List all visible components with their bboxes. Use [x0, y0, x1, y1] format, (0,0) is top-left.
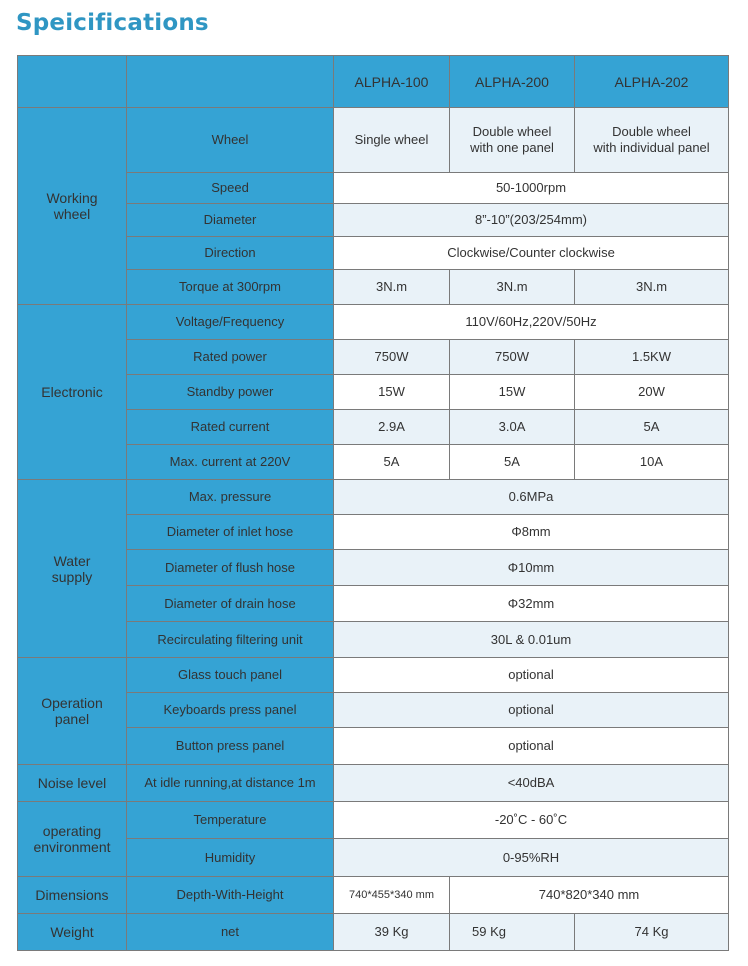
param-rated-current: Rated current — [127, 410, 334, 445]
value-cell: 750W — [334, 340, 450, 375]
value-cell: Double wheel with individual panel — [575, 108, 729, 173]
category-working-wheel: Working wheel — [18, 108, 127, 305]
value-cell: 50-1000rpm — [334, 173, 729, 204]
value-cell: 1.5KW — [575, 340, 729, 375]
category-operating-environment: operating environment — [18, 802, 127, 877]
value-cell: 3N.m — [575, 270, 729, 305]
param-wheel: Wheel — [127, 108, 334, 173]
param-keyboards-press-panel: Keyboards press panel — [127, 693, 334, 728]
value-cell: Φ8mm — [334, 515, 729, 550]
value-cell: optional — [334, 728, 729, 765]
category-operation-panel: Operation panel — [18, 658, 127, 765]
value-cell: 3N.m — [334, 270, 450, 305]
model-header-alpha-202: ALPHA-202 — [575, 56, 729, 108]
value-cell: Double wheel with one panel — [450, 108, 575, 173]
value-cell: optional — [334, 693, 729, 728]
param-max-pressure: Max. pressure — [127, 480, 334, 515]
param-flush-hose: Diameter of flush hose — [127, 550, 334, 586]
value-cell: 20W — [575, 375, 729, 410]
param-glass-touch-panel: Glass touch panel — [127, 658, 334, 693]
value-cell: 740*820*340 mm — [450, 877, 729, 914]
value-cell: -20˚C - 60˚C — [334, 802, 729, 839]
value-cell: 2.9A — [334, 410, 450, 445]
value-cell: 39 Kg — [334, 914, 450, 951]
value-cell: 0-95%RH — [334, 839, 729, 877]
value-cell: optional — [334, 658, 729, 693]
header-row — [18, 56, 729, 108]
param-diameter: Diameter — [127, 204, 334, 237]
param-speed: Speed — [127, 173, 334, 204]
value-cell: Single wheel — [334, 108, 450, 173]
value-cell: 30L & 0.01um — [334, 622, 729, 658]
table-row — [18, 480, 729, 515]
value-cell: Clockwise/Counter clockwise — [334, 237, 729, 270]
header-empty-parameter — [127, 56, 334, 108]
value-cell: 5A — [334, 445, 450, 480]
value-cell: 15W — [334, 375, 450, 410]
value-cell: 74 Kg — [575, 914, 729, 951]
table-row — [18, 305, 729, 340]
category-noise-level: Noise level — [18, 765, 127, 802]
param-net: net — [127, 914, 334, 951]
param-filtering-unit: Recirculating filtering unit — [127, 622, 334, 658]
param-temperature: Temperature — [127, 802, 334, 839]
header-empty-category — [18, 56, 127, 108]
param-torque: Torque at 300rpm — [127, 270, 334, 305]
table-row — [18, 914, 729, 951]
value-cell: 10A — [575, 445, 729, 480]
param-humidity: Humidity — [127, 839, 334, 877]
specifications-table — [17, 55, 729, 951]
table-row — [18, 802, 729, 839]
value-cell: 59 Kg — [450, 914, 575, 951]
value-cell: 740*455*340 mm — [334, 877, 450, 914]
value-cell: 5A — [575, 410, 729, 445]
param-idle-running: At idle running,at distance 1m — [127, 765, 334, 802]
value-cell: 3N.m — [450, 270, 575, 305]
value-cell: 8”-10”(203/254mm) — [334, 204, 729, 237]
value-cell: 15W — [450, 375, 575, 410]
value-cell: <40dBA — [334, 765, 729, 802]
value-cell: 5A — [450, 445, 575, 480]
value-cell: Φ10mm — [334, 550, 729, 586]
table-row — [18, 877, 729, 914]
page-title: Speicifications — [16, 10, 209, 36]
value-cell: Φ32mm — [334, 586, 729, 622]
param-max-current: Max. current at 220V — [127, 445, 334, 480]
category-dimensions: Dimensions — [18, 877, 127, 914]
param-button-press-panel: Button press panel — [127, 728, 334, 765]
value-cell: 3.0A — [450, 410, 575, 445]
value-cell: 750W — [450, 340, 575, 375]
table-row — [18, 765, 729, 802]
model-header-alpha-100: ALPHA-100 — [334, 56, 450, 108]
category-electronic: Electronic — [18, 305, 127, 480]
param-direction: Direction — [127, 237, 334, 270]
value-cell: 110V/60Hz,220V/50Hz — [334, 305, 729, 340]
model-header-alpha-200: ALPHA-200 — [450, 56, 575, 108]
param-depth-with-height: Depth-With-Height — [127, 877, 334, 914]
value-cell: 0.6MPa — [334, 480, 729, 515]
category-water-supply: Water supply — [18, 480, 127, 658]
param-inlet-hose: Diameter of inlet hose — [127, 515, 334, 550]
param-drain-hose: Diameter of drain hose — [127, 586, 334, 622]
table-row — [18, 658, 729, 693]
param-voltage-frequency: Voltage/Frequency — [127, 305, 334, 340]
table-row — [18, 108, 729, 173]
param-standby-power: Standby power — [127, 375, 334, 410]
category-weight: Weight — [18, 914, 127, 951]
param-rated-power: Rated power — [127, 340, 334, 375]
